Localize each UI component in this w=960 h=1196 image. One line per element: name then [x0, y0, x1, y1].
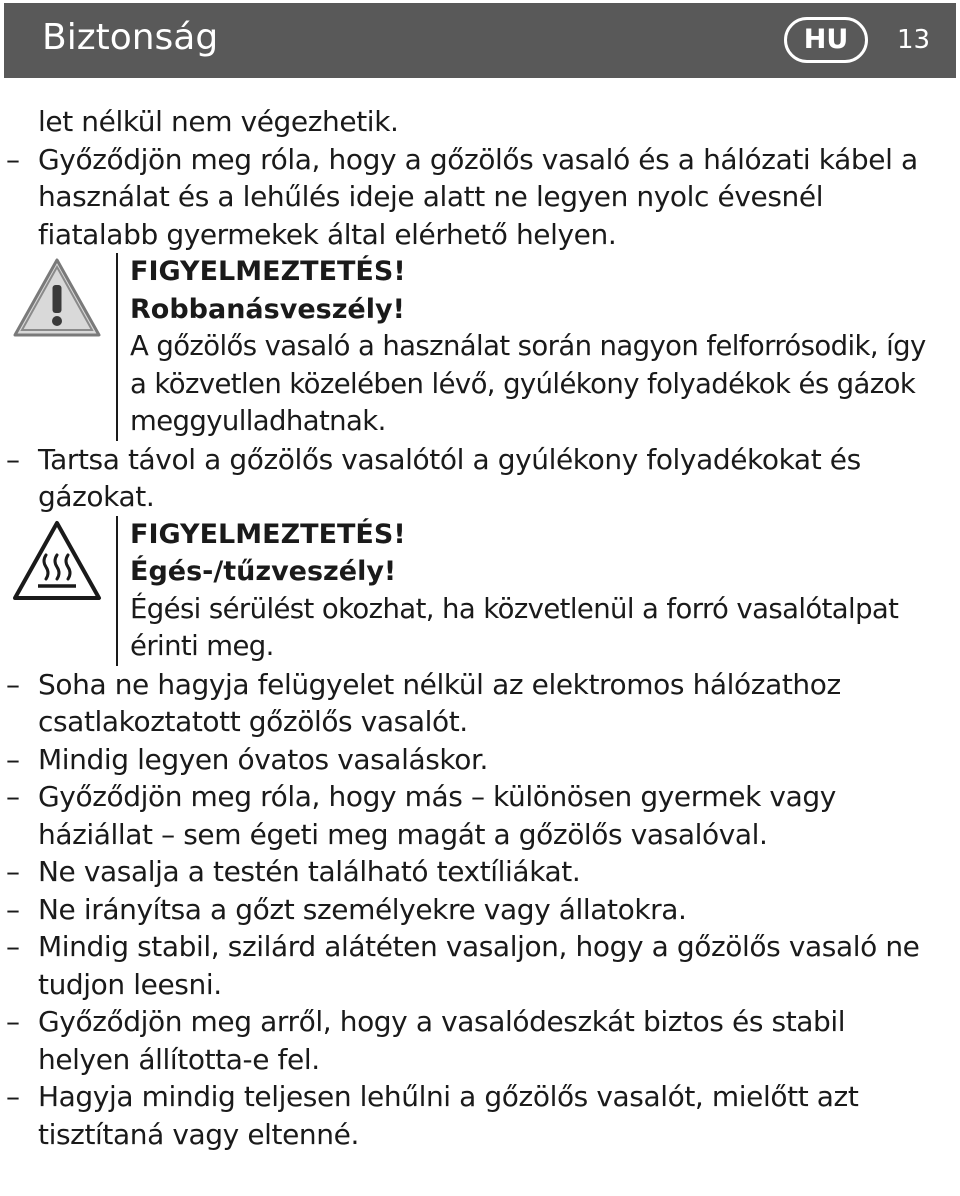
hot-surface-triangle-icon: [12, 520, 102, 602]
list-item-text: Győződjön meg róla, hogy más – különösen gyermek vagy háziállat – sem égeti meg magát a gőzölős vasalóval.: [38, 780, 836, 851]
page-number: 13: [897, 25, 931, 55]
list-item-text: Ne irányítsa a gőzt személyekre vagy állatokra.: [38, 892, 687, 926]
warning-subtitle: Égés-/tűzveszély!: [130, 556, 397, 587]
warning-divider: [116, 516, 118, 666]
dash-bullet: –: [6, 442, 20, 476]
list-item: [0, 1003, 960, 1078]
warning-title: FIGYELMEZTETÉS!: [130, 518, 406, 550]
warning-divider: [116, 253, 118, 441]
warning-block-burn: [12, 516, 960, 666]
list-item: [0, 666, 960, 741]
section-title: Biztonság: [42, 17, 219, 58]
list-item-text: Mindig legyen óvatos vasaláskor.: [38, 742, 488, 776]
continuation-line: let nélkül nem végezhetik.: [38, 105, 399, 138]
language-badge: HU: [784, 17, 868, 63]
list-item-text: Ne vasalja a testén található textíliákat.: [38, 855, 581, 888]
warning-block-explosion: [12, 253, 960, 441]
warning-text: A gőzölős vasaló a használat során nagyon felforrósodik, így a közvetlen közelében lévő, gyúlékony folyadékok és gázok meggyulladhatnak.: [130, 330, 926, 437]
dash-bullet: –: [6, 742, 20, 776]
dash-bullet: –: [6, 1005, 20, 1038]
list-item: [0, 441, 960, 516]
list-item: [0, 741, 960, 779]
header-bar: [4, 3, 956, 78]
dash-bullet: –: [6, 142, 20, 176]
warning-title: FIGYELMEZTETÉS!: [130, 256, 406, 287]
continuation-text: [0, 103, 960, 141]
warning-text: Égési sérülést okozhat, ha közvetlenül a forró vasalótalpat érinti meg.: [130, 592, 899, 662]
warning-subtitle: Robbanásveszély!: [130, 293, 405, 325]
dash-bullet: –: [6, 930, 20, 963]
exclamation-triangle-icon: [12, 257, 102, 339]
list-item: [0, 778, 960, 853]
list-item-text: Tartsa távol a gőzölős vasalótól a gyúlékony folyadékokat és gázokat.: [38, 442, 861, 513]
list-item: [0, 141, 960, 254]
list-item-text: Mindig stabil, szilárd alátéten vasaljon, hogy a gőzölős vasaló ne tudjon leesni.: [38, 930, 920, 1001]
dash-bullet: –: [6, 667, 20, 701]
list-item-text: Soha ne hagyja felügyelet nélkül az elektromos hálózathoz csatlakoztatott gőzölős vasalót.: [38, 667, 841, 738]
dash-bullet: –: [6, 1080, 20, 1113]
list-item-text: Győződjön meg róla, hogy a gőzölős vasaló és a hálózati kábel a használat és a lehűlés ideje alatt ne legyen nyolc évesnél fiatalabb gyermekek által elérhető helyen.: [38, 142, 918, 251]
dash-bullet: –: [6, 855, 20, 888]
dash-bullet: –: [6, 780, 20, 813]
list-item: [0, 853, 960, 891]
dash-bullet: –: [6, 892, 20, 926]
list-item: [0, 891, 960, 929]
list-item: [0, 1078, 960, 1153]
list-item-text: Hagyja mindig teljesen lehűlni a gőzölős vasalót, mielőtt azt tisztítaná vagy eltenné.: [38, 1080, 859, 1151]
list-item: [0, 928, 960, 1003]
page-content: [0, 103, 960, 1153]
list-item-text: Győződjön meg arről, hogy a vasalódeszkát biztos és stabil helyen állította-e fel.: [38, 1005, 846, 1076]
